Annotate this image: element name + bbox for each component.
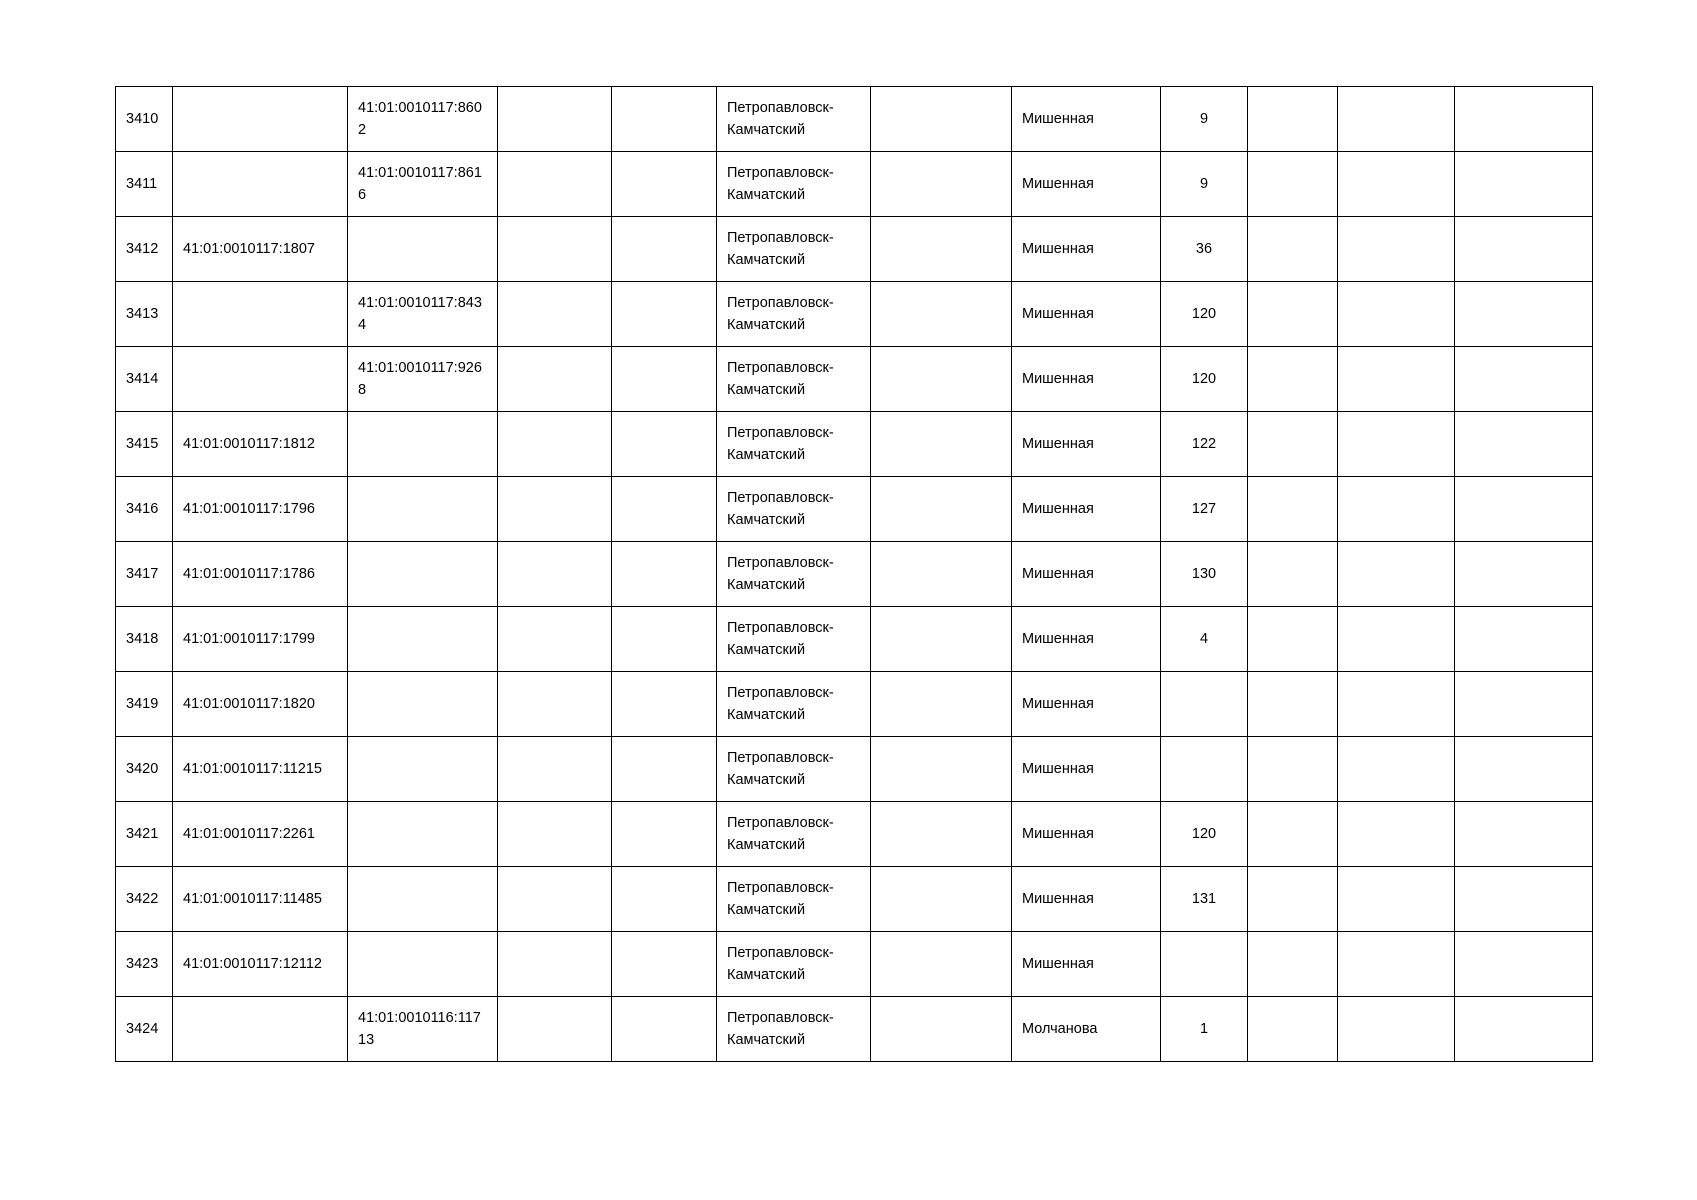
city-cell: Петропавловск-Камчатский [717,87,871,152]
cadastral-number-cell [173,997,348,1062]
empty-cell [1455,867,1593,932]
empty-cell [612,87,717,152]
street-cell: Мишенная [1012,412,1161,477]
empty-cell [1248,737,1338,802]
empty-cell [498,217,612,282]
street-cell: Мишенная [1012,217,1161,282]
table-row [116,737,1593,802]
table-row [116,412,1593,477]
empty-cell [1455,802,1593,867]
house-number-cell: 36 [1161,217,1248,282]
table-row [116,997,1593,1062]
empty-cell [612,217,717,282]
empty-cell [871,282,1012,347]
empty-cell [612,152,717,217]
empty-cell [871,737,1012,802]
empty-cell [1338,932,1455,997]
empty-cell [612,477,717,542]
house-number-cell [1161,737,1248,802]
empty-cell [1455,347,1593,412]
empty-cell [1248,282,1338,347]
city-cell: Петропавловск-Камчатский [717,542,871,607]
city-cell: Петропавловск-Камчатский [717,607,871,672]
empty-cell [498,932,612,997]
empty-cell [1248,412,1338,477]
empty-cell [612,347,717,412]
house-number-cell [1161,932,1248,997]
cadastral-number-cell: 41:01:0010117:1786 [173,542,348,607]
cadastral-number-alt-cell [348,672,498,737]
cadastral-number-cell: 41:01:0010117:11215 [173,737,348,802]
empty-cell [612,802,717,867]
empty-cell [1338,347,1455,412]
table-row [116,867,1593,932]
house-number-cell: 120 [1161,347,1248,412]
cadastral-number-alt-cell [348,477,498,542]
table-row [116,347,1593,412]
cadastral-number-cell: 41:01:0010117:1799 [173,607,348,672]
empty-cell [871,477,1012,542]
empty-cell [1248,347,1338,412]
city-cell: Петропавловск-Камчатский [717,672,871,737]
row-number-cell: 3414 [116,347,173,412]
empty-cell [612,282,717,347]
house-number-cell: 9 [1161,152,1248,217]
empty-cell [871,802,1012,867]
empty-cell [1248,607,1338,672]
cadastral-number-alt-cell [348,802,498,867]
empty-cell [1248,477,1338,542]
street-cell: Мишенная [1012,282,1161,347]
house-number-cell [1161,672,1248,737]
empty-cell [871,217,1012,282]
cadastral-number-alt-cell: 41:01:0010116:11713 [348,997,498,1062]
cadastral-number-cell: 41:01:0010117:1807 [173,217,348,282]
table-row [116,152,1593,217]
empty-cell [1338,737,1455,802]
cadastral-number-alt-cell: 41:01:0010117:8434 [348,282,498,347]
house-number-cell: 4 [1161,607,1248,672]
row-number-cell: 3412 [116,217,173,282]
empty-cell [1455,217,1593,282]
empty-cell [1338,217,1455,282]
empty-cell [871,87,1012,152]
table-row [116,282,1593,347]
empty-cell [498,87,612,152]
empty-cell [498,737,612,802]
street-cell: Мишенная [1012,737,1161,802]
empty-cell [1455,152,1593,217]
table-row [116,217,1593,282]
row-number-cell: 3410 [116,87,173,152]
empty-cell [871,347,1012,412]
empty-cell [498,802,612,867]
empty-cell [1338,802,1455,867]
house-number-cell: 1 [1161,997,1248,1062]
house-number-cell: 131 [1161,867,1248,932]
row-number-cell: 3411 [116,152,173,217]
street-cell: Мишенная [1012,802,1161,867]
empty-cell [612,737,717,802]
empty-cell [871,542,1012,607]
street-cell: Молчанова [1012,997,1161,1062]
city-cell: Петропавловск-Камчатский [717,802,871,867]
empty-cell [612,997,717,1062]
empty-cell [1248,932,1338,997]
row-number-cell: 3413 [116,282,173,347]
house-number-cell: 120 [1161,282,1248,347]
empty-cell [1248,152,1338,217]
row-number-cell: 3415 [116,412,173,477]
street-cell: Мишенная [1012,152,1161,217]
row-number-cell: 3420 [116,737,173,802]
empty-cell [1338,152,1455,217]
empty-cell [612,932,717,997]
city-cell: Петропавловск-Камчатский [717,477,871,542]
empty-cell [1455,737,1593,802]
empty-cell [871,932,1012,997]
house-number-cell: 9 [1161,87,1248,152]
table-row [116,87,1593,152]
empty-cell [498,672,612,737]
empty-cell [1455,282,1593,347]
street-cell: Мишенная [1012,607,1161,672]
empty-cell [871,607,1012,672]
empty-cell [871,672,1012,737]
city-cell: Петропавловск-Камчатский [717,412,871,477]
empty-cell [1455,87,1593,152]
empty-cell [612,542,717,607]
empty-cell [612,672,717,737]
house-number-cell: 127 [1161,477,1248,542]
empty-cell [1455,672,1593,737]
cadastral-number-cell [173,152,348,217]
cadastral-number-alt-cell [348,737,498,802]
empty-cell [498,347,612,412]
empty-cell [612,867,717,932]
empty-cell [498,282,612,347]
cadastral-number-cell [173,87,348,152]
row-number-cell: 3418 [116,607,173,672]
cadastral-number-cell [173,347,348,412]
row-number-cell: 3423 [116,932,173,997]
empty-cell [1248,87,1338,152]
empty-cell [1455,607,1593,672]
cadastral-number-cell: 41:01:0010117:2261 [173,802,348,867]
table-row [116,607,1593,672]
empty-cell [871,412,1012,477]
empty-cell [1455,542,1593,607]
table-row [116,802,1593,867]
cadastral-number-alt-cell: 41:01:0010117:8616 [348,152,498,217]
cadastral-number-cell: 41:01:0010117:1796 [173,477,348,542]
city-cell: Петропавловск-Камчатский [717,737,871,802]
empty-cell [1338,477,1455,542]
cadastral-number-alt-cell [348,932,498,997]
empty-cell [1248,867,1338,932]
cadastral-number-alt-cell: 41:01:0010117:9268 [348,347,498,412]
city-cell: Петропавловск-Камчатский [717,152,871,217]
cadastral-number-alt-cell [348,542,498,607]
empty-cell [871,867,1012,932]
row-number-cell: 3417 [116,542,173,607]
empty-cell [498,997,612,1062]
table-row [116,542,1593,607]
empty-cell [871,997,1012,1062]
cadastral-number-alt-cell [348,607,498,672]
street-cell: Мишенная [1012,672,1161,737]
street-cell: Мишенная [1012,87,1161,152]
empty-cell [1338,412,1455,477]
row-number-cell: 3419 [116,672,173,737]
city-cell: Петропавловск-Камчатский [717,997,871,1062]
street-cell: Мишенная [1012,542,1161,607]
row-number-cell: 3422 [116,867,173,932]
empty-cell [1338,542,1455,607]
street-cell: Мишенная [1012,477,1161,542]
cadastral-number-cell [173,282,348,347]
empty-cell [612,607,717,672]
row-number-cell: 3424 [116,997,173,1062]
table-row [116,932,1593,997]
cadastral-number-alt-cell [348,217,498,282]
empty-cell [498,607,612,672]
street-cell: Мишенная [1012,867,1161,932]
row-number-cell: 3421 [116,802,173,867]
empty-cell [1248,802,1338,867]
empty-cell [871,152,1012,217]
empty-cell [498,477,612,542]
empty-cell [1338,282,1455,347]
address-registry-table [115,86,1593,1062]
house-number-cell: 120 [1161,802,1248,867]
empty-cell [1248,217,1338,282]
row-number-cell: 3416 [116,477,173,542]
city-cell: Петропавловск-Камчатский [717,867,871,932]
empty-cell [1338,997,1455,1062]
cadastral-number-alt-cell: 41:01:0010117:8602 [348,87,498,152]
cadastral-number-cell: 41:01:0010117:11485 [173,867,348,932]
house-number-cell: 130 [1161,542,1248,607]
city-cell: Петропавловск-Камчатский [717,217,871,282]
house-number-cell: 122 [1161,412,1248,477]
city-cell: Петропавловск-Камчатский [717,347,871,412]
cadastral-number-alt-cell [348,867,498,932]
street-cell: Мишенная [1012,932,1161,997]
empty-cell [498,152,612,217]
city-cell: Петропавловск-Камчатский [717,282,871,347]
empty-cell [498,542,612,607]
cadastral-number-cell: 41:01:0010117:1820 [173,672,348,737]
empty-cell [1338,87,1455,152]
empty-cell [1248,542,1338,607]
cadastral-number-alt-cell [348,412,498,477]
empty-cell [1248,997,1338,1062]
empty-cell [1338,672,1455,737]
table-row [116,477,1593,542]
city-cell: Петропавловск-Камчатский [717,932,871,997]
empty-cell [1455,932,1593,997]
cadastral-number-cell: 41:01:0010117:12112 [173,932,348,997]
table-row [116,672,1593,737]
street-cell: Мишенная [1012,347,1161,412]
empty-cell [498,412,612,477]
cadastral-number-cell: 41:01:0010117:1812 [173,412,348,477]
empty-cell [498,867,612,932]
empty-cell [612,412,717,477]
empty-cell [1248,672,1338,737]
empty-cell [1455,997,1593,1062]
empty-cell [1338,867,1455,932]
empty-cell [1338,607,1455,672]
empty-cell [1455,477,1593,542]
empty-cell [1455,412,1593,477]
